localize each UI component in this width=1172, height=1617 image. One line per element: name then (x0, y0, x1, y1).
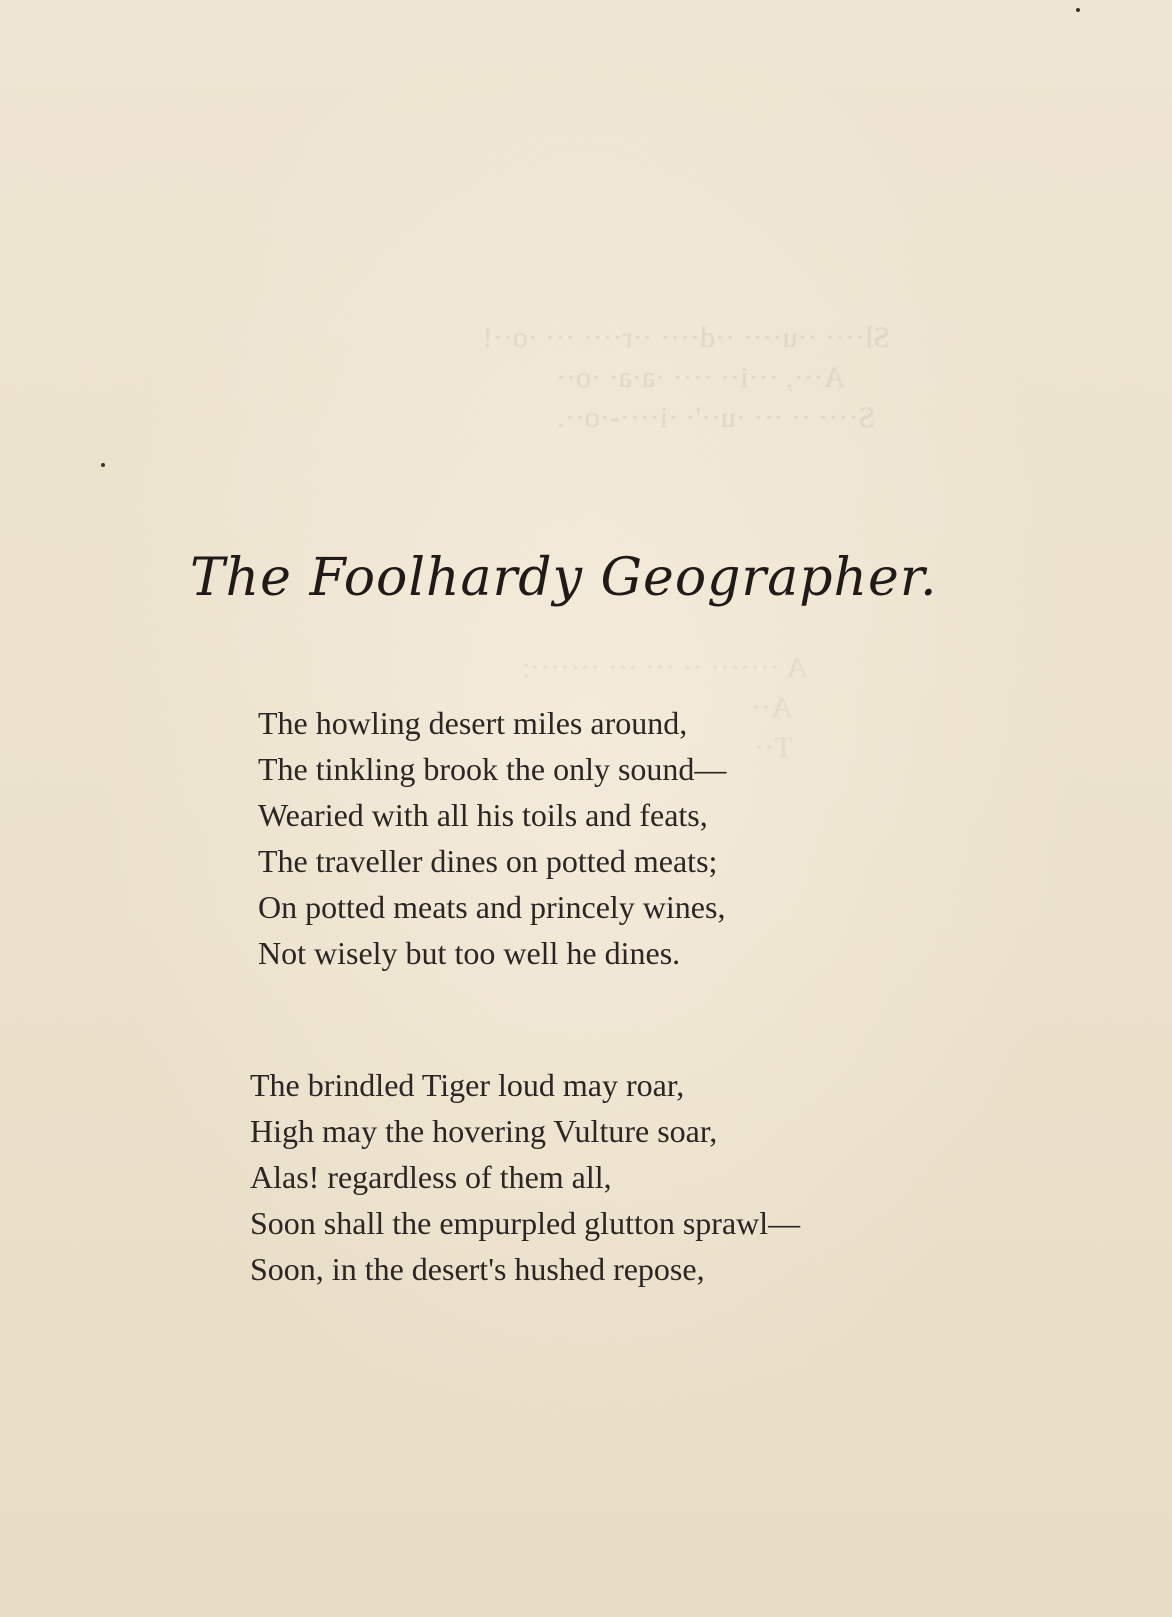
stanza-2 (0, 1062, 1000, 1292)
poem-line: The traveller dines on potted meats; (258, 843, 718, 879)
stanza-1 (0, 700, 1000, 976)
poem-line: High may the hovering Vulture soar, (250, 1113, 718, 1149)
poem-line: The brindled Tiger loud may roar, (250, 1067, 685, 1103)
poem-line: Wearied with all his toils and feats, (258, 797, 708, 833)
poem-line: Alas! regardless of them all, (250, 1159, 612, 1195)
poem-line: Soon shall the empurpled glutton sprawl— (250, 1205, 801, 1241)
show-through-text: Sl···· ··u···· ··d···· ··r···· ··· ·o··! A···, ···i·· ···· ·a·a· ·o·· S···· ·· ··· ·u··'· ·i····-·o··. (482, 321, 890, 434)
poem-line: The tinkling brook the only sound— (258, 751, 727, 787)
poem-title: The Foolhardy Geographer. (190, 548, 938, 608)
poem-line: Soon, in the desert's hushed repose, (250, 1251, 705, 1287)
paper-speck (1076, 8, 1080, 12)
paper-speck (101, 463, 105, 467)
show-through-text-lower: A ······· ·· ··· ··· ·······: A·· T·· (521, 651, 890, 764)
poem-line: On potted meats and princely wines, (258, 889, 726, 925)
poem-line: The howling desert miles around, (258, 705, 688, 741)
poem-line: Not wisely but too well he dines. (258, 935, 681, 971)
